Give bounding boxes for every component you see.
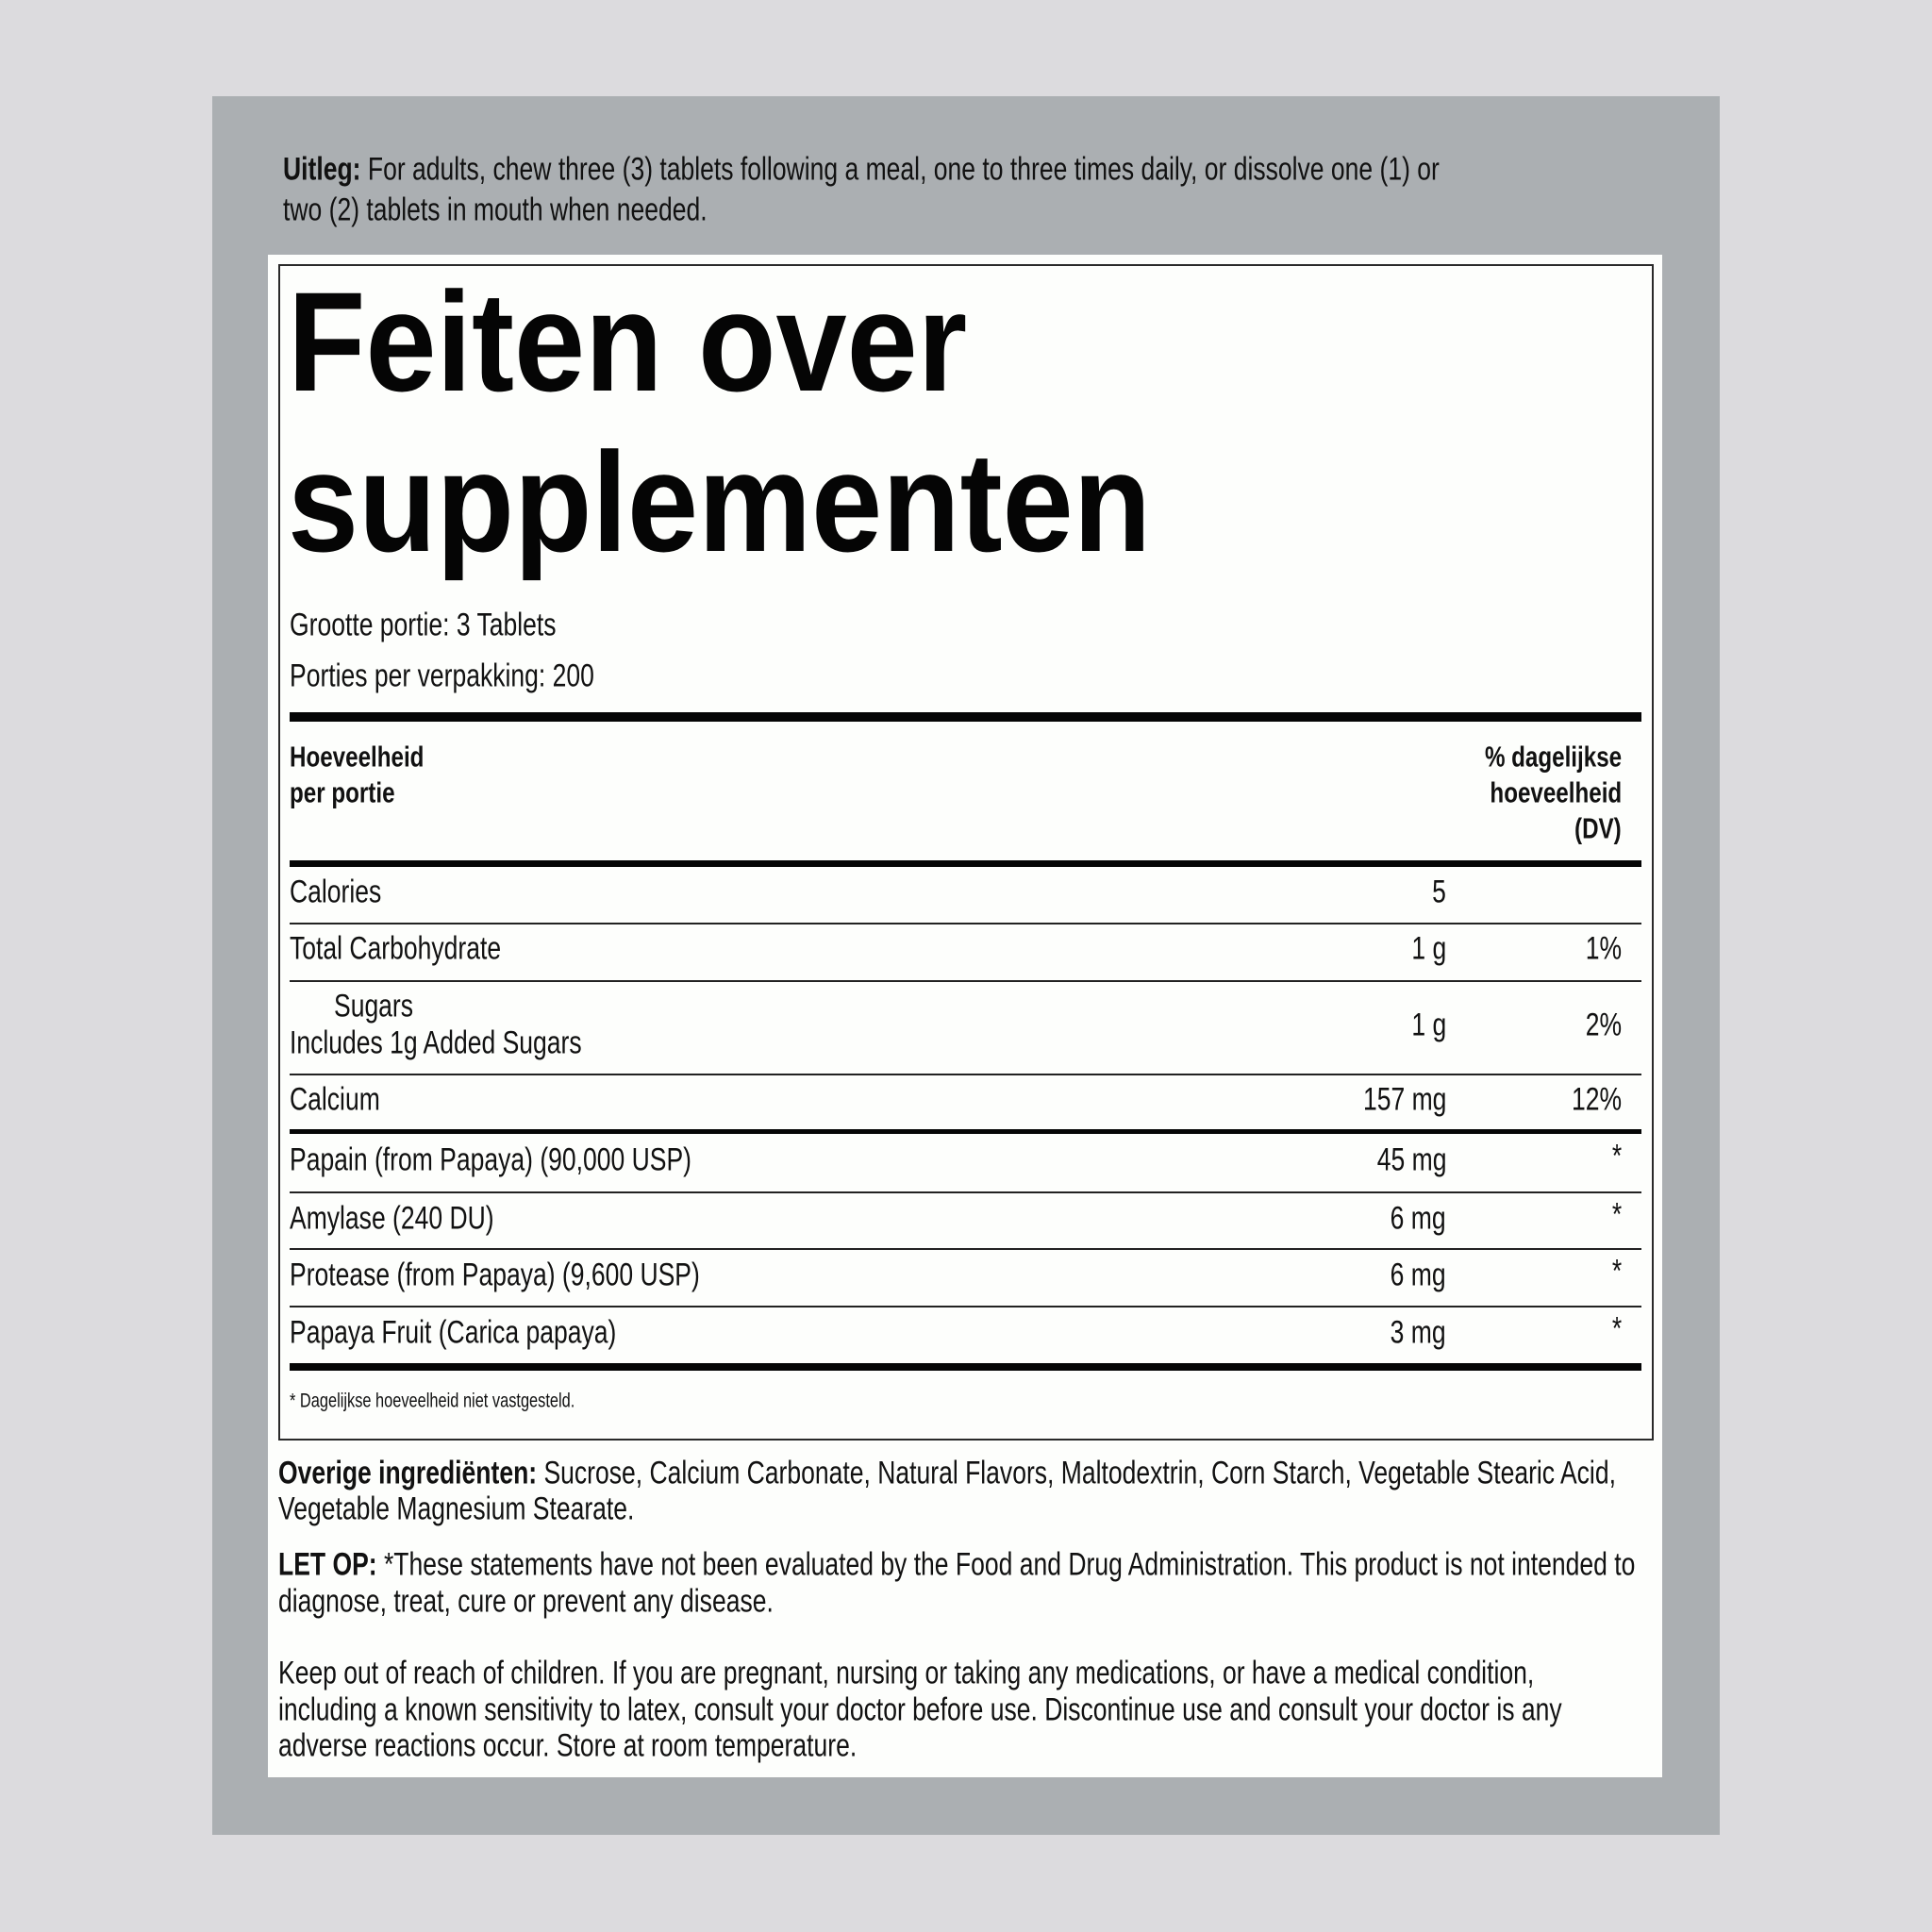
row-divider <box>290 1248 1641 1250</box>
directions-line-1 <box>283 151 1440 190</box>
footnote: * Dagelijkse hoeveelheid niet vastgesteld. <box>290 1390 575 1412</box>
row-dv: 2% <box>1585 1007 1622 1043</box>
caution-line-2: including a known sensitivity to latex, consult your doctor before use. Discontinue use and consult your doctor is any <box>278 1691 1562 1728</box>
serving-size: Grootte portie: 3 Tablets <box>290 607 557 643</box>
row-name: Calories <box>290 874 382 910</box>
caution-line-1: Keep out of reach of children. If you are pregnant, nursing or taking any medications, or have a medical condition, <box>278 1655 1535 1691</box>
warning-line-1 <box>278 1546 1635 1585</box>
thick-divider <box>290 860 1641 867</box>
row-dv: * <box>1611 1138 1622 1174</box>
header-dv-line-3: (DV) <box>1574 811 1622 845</box>
row-dv: * <box>1611 1196 1622 1233</box>
row-amount: 45 mg <box>1376 1141 1446 1178</box>
row-divider <box>290 1074 1641 1075</box>
facts-title-line-2: supplementen <box>288 423 1152 581</box>
other-ingredients-line-2: Vegetable Magnesium Stearate. <box>278 1491 635 1527</box>
row-name: Papain (from Papaya) (90,000 USP) <box>290 1141 692 1178</box>
directions-label: Uitleg: <box>283 151 361 188</box>
header-amount-line-1: Hoeveelheid <box>290 740 425 774</box>
row-name: Papaya Fruit (Carica papaya) <box>290 1314 617 1351</box>
warning-label: LET OP: <box>278 1546 377 1583</box>
row-divider <box>290 980 1641 982</box>
row-amount: 6 mg <box>1391 1257 1446 1293</box>
row-dv: 12% <box>1571 1081 1622 1118</box>
header-dv-line-2: hoeveelheid <box>1490 775 1622 809</box>
row-name: Total Carbohydrate <box>290 930 502 967</box>
row-divider <box>290 1306 1641 1307</box>
warning-text: *These statements have not been evaluated by the Food and Drug Administration. This product is not intended to <box>383 1546 1636 1583</box>
other-ingredients-label: Overige ingrediënten: <box>278 1455 538 1491</box>
other-ingredients-line-1 <box>278 1455 1616 1493</box>
row-divider <box>290 923 1641 924</box>
row-subtext: Includes 1g Added Sugars <box>290 1024 582 1061</box>
row-name: Calcium <box>290 1081 380 1118</box>
row-amount: 6 mg <box>1391 1200 1446 1237</box>
caution-line-3: adverse reactions occur. Store at room temperature. <box>278 1727 858 1764</box>
header-dv-line-1: % dagelijkse <box>1484 740 1622 774</box>
row-amount: 1 g <box>1411 930 1446 967</box>
servings-per-container: Porties per verpakking: 200 <box>290 658 594 694</box>
facts-title-line-1: Feiten over <box>288 262 968 421</box>
row-amount: 5 <box>1432 874 1446 910</box>
row-divider <box>290 1191 1641 1193</box>
warning-line-2: diagnose, treat, cure or prevent any disease. <box>278 1583 774 1620</box>
row-dv: * <box>1611 1310 1622 1347</box>
directions-text: For adults, chew three (3) tablets following a meal, one to three times daily, or dissolve one (1) or <box>367 151 1440 188</box>
medium-divider <box>290 1129 1641 1134</box>
row-dv: * <box>1611 1253 1622 1290</box>
row-name: Protease (from Papaya) (9,600 USP) <box>290 1257 700 1293</box>
thick-divider <box>290 1363 1641 1371</box>
header-amount-line-2: per portie <box>290 775 395 809</box>
row-amount: 3 mg <box>1391 1314 1446 1351</box>
row-name: Sugars <box>334 988 414 1024</box>
row-amount: 1 g <box>1411 1007 1446 1043</box>
directions-line-2: two (2) tablets in mouth when needed. <box>283 192 708 228</box>
other-ingredients-text: Sucrose, Calcium Carbonate, Natural Flavors, Maltodextrin, Corn Starch, Vegetable Stearic Acid, <box>543 1455 1616 1491</box>
row-amount: 157 mg <box>1362 1081 1446 1118</box>
row-dv: 1% <box>1585 930 1622 967</box>
thick-divider <box>290 712 1641 722</box>
row-name: Amylase (240 DU) <box>290 1200 494 1237</box>
